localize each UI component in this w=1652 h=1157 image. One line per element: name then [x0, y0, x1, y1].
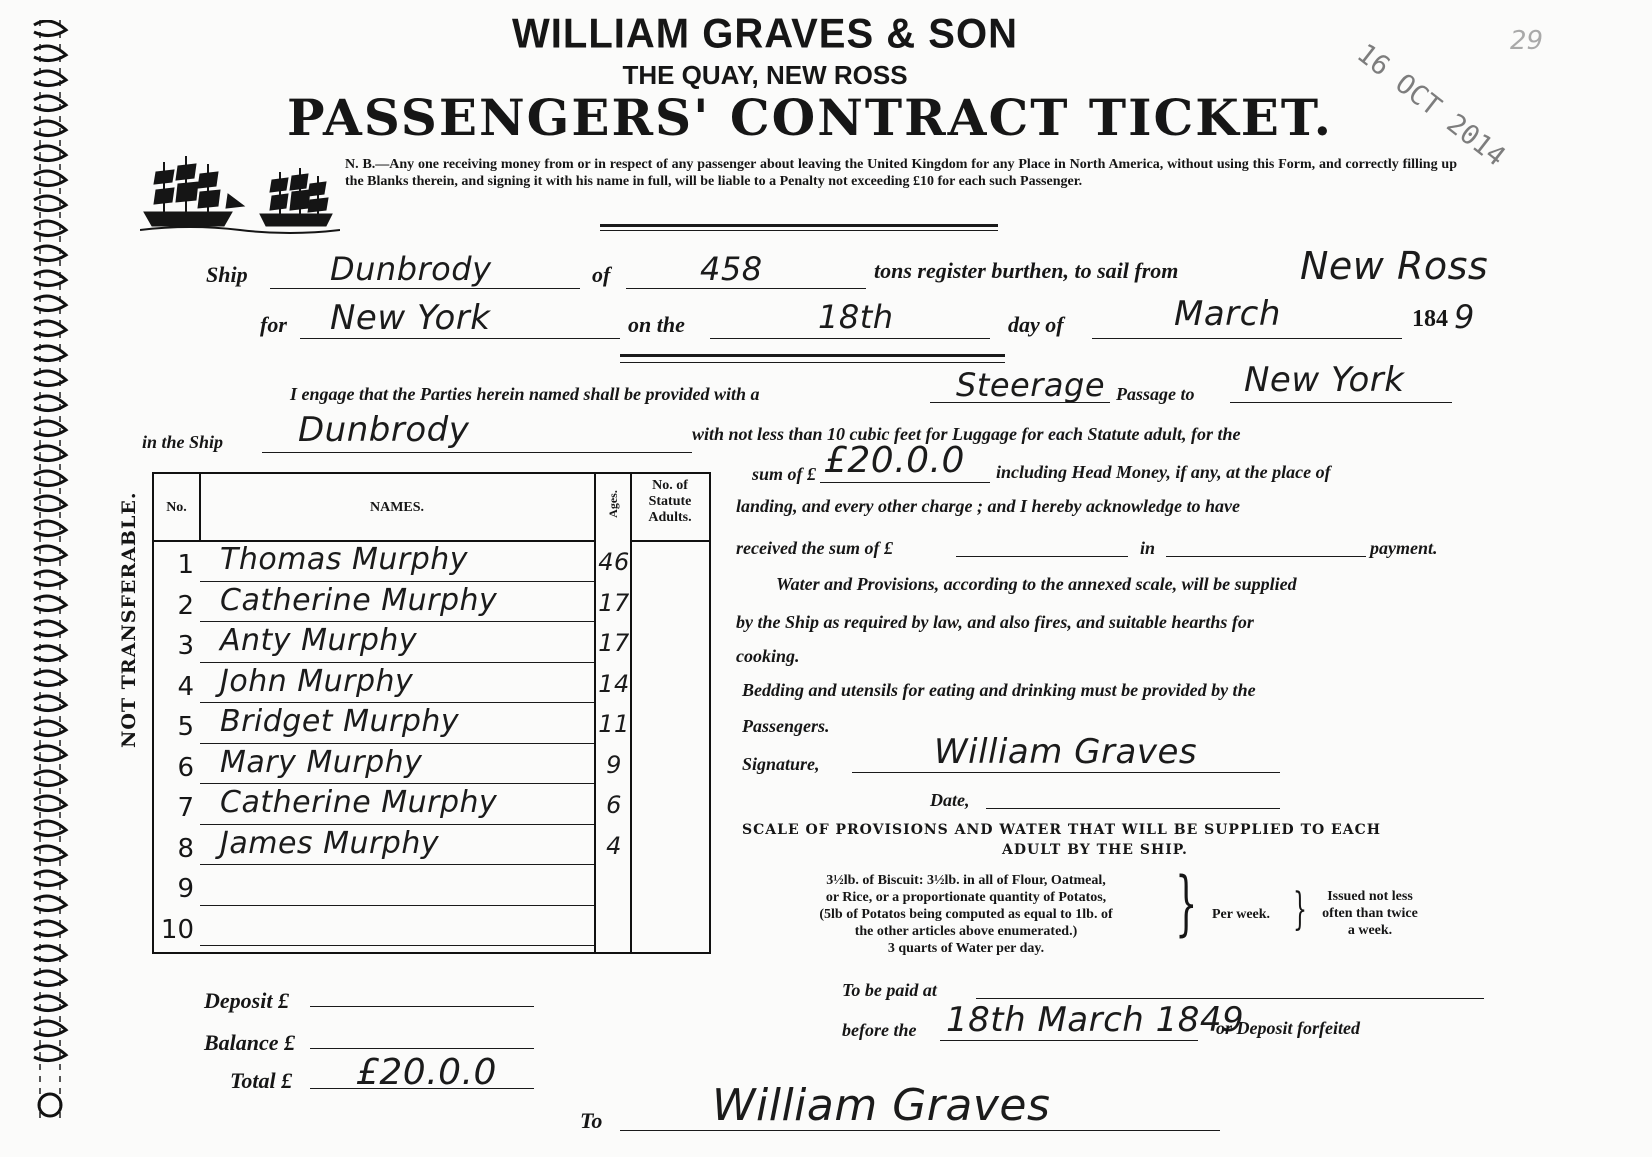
col-ages-header: Ages. — [606, 490, 620, 518]
tons-value: 458 — [700, 250, 763, 288]
ration-line-1: 3½lb. of Biscuit: 3½lb. in all of Flour, Oatmeal, — [826, 873, 1106, 888]
ticket-title: PASSENGERS' CONTRACT TICKET. — [286, 88, 1333, 147]
luggage-text: with not less than 10 cubic feet for Luggage for each Statute adult, for the — [692, 424, 1241, 444]
tons-field-line — [626, 288, 866, 289]
payment-label: payment. — [1370, 538, 1438, 558]
to-name: William Graves — [712, 1080, 1051, 1131]
row-number: 5 — [177, 712, 194, 742]
passenger-name: Catherine Murphy — [220, 582, 498, 618]
row-number: 7 — [177, 793, 194, 823]
row-number: 8 — [177, 833, 194, 864]
date-label: Date, — [930, 790, 970, 810]
ship-name: Dunbrody — [330, 250, 492, 288]
ration-line-5: 3 quarts of Water per day. — [887, 941, 1045, 956]
passenger-age: 17 — [598, 629, 630, 657]
passenger-table — [152, 472, 711, 954]
total-label: Total £ — [230, 1068, 293, 1093]
year-prefix: 184 — [1412, 306, 1448, 332]
sail-month: March — [1174, 294, 1281, 334]
in-ship-label: in the Ship — [142, 432, 224, 452]
ship-field-line — [270, 288, 580, 289]
passenger-name: Anty Murphy — [220, 623, 418, 658]
row-rule — [200, 581, 594, 582]
to-be-paid-label: To be paid at — [842, 980, 937, 1000]
passage-class: Steerage — [956, 366, 1105, 404]
water-text-1: Water and Provisions, according to the annexed scale, will be supplied — [776, 574, 1297, 594]
brace-left: } — [1175, 862, 1198, 944]
brace-right: } — [1293, 884, 1307, 935]
before-date: 18th March 1849 — [946, 1000, 1245, 1040]
received-line — [956, 556, 1128, 557]
deposit-label: Deposit £ — [204, 988, 289, 1013]
row-rule — [200, 743, 594, 744]
issued-frequency — [1300, 888, 1440, 939]
passenger-age: 46 — [598, 548, 630, 576]
agent-signature: William Graves — [934, 732, 1198, 772]
total-value: £20.0.0 — [356, 1052, 497, 1093]
in-ship-name: Dunbrody — [298, 410, 470, 450]
passenger-age: 14 — [598, 669, 630, 698]
firm-name: WILLIAM GRAVES & SON — [512, 10, 1018, 58]
passenger-age: 4 — [606, 831, 622, 860]
scale-heading-1: SCALE OF PROVISIONS AND WATER THAT WILL BE SUPPLIED TO EACH — [742, 822, 1381, 838]
passenger-age: 17 — [598, 588, 630, 617]
decorative-border-strip — [26, 20, 74, 1125]
col-no-header: No. — [166, 500, 187, 515]
firm-address: THE QUAY, NEW ROSS — [622, 60, 908, 90]
passage-to-label: Passage to — [1116, 384, 1195, 404]
row-number: 10 — [160, 914, 194, 945]
deposit-line — [310, 1006, 534, 1007]
tons-label: tons register burthen, to sail from — [874, 258, 1179, 283]
destination-port: New York — [330, 298, 491, 338]
balance-line — [310, 1048, 534, 1049]
divider — [620, 362, 1005, 363]
ration-line-2: or Rice, or a proportionate quantity of Potatos, — [825, 890, 1107, 905]
row-number: 4 — [177, 671, 194, 702]
water-text-2: by the Ship as required by law, and also fires, and suitable hearths for — [736, 612, 1254, 632]
signature-line — [852, 772, 1280, 773]
row-number: 6 — [177, 752, 194, 783]
row-number: 9 — [177, 874, 194, 904]
row-rule — [200, 864, 594, 865]
row-rule — [200, 702, 594, 703]
day-of-label: day of — [1008, 312, 1064, 337]
passenger-name: James Murphy — [220, 825, 440, 861]
signature-label: Signature, — [742, 754, 820, 774]
passenger-age: 9 — [606, 750, 622, 779]
scale-heading-2: ADULT BY THE SHIP. — [1002, 842, 1188, 858]
on-the-label: on the — [628, 312, 685, 337]
corner-pencil-mark: 29 — [1510, 26, 1544, 56]
year-digit: 9 — [1454, 298, 1475, 336]
water-text-3: cooking. — [736, 646, 800, 666]
row-rule — [200, 783, 594, 784]
ration-line-3: (5lb of Potatos being computed as equal to 1lb. of — [819, 907, 1113, 922]
per-week: Per week. — [1212, 907, 1271, 922]
destination-field-line — [300, 338, 620, 339]
row-number: 1 — [177, 550, 194, 580]
legal-notice: N. B.—Any one receiving money from or in respect of any passenger about leaving the United Kingdom for any Place in North America, without using this Form, and correctly filling up the Blanks therein, and signing it with his name in full, will be liable to a Penalty not exceeding £10 for each such Passenger. — [345, 157, 1457, 189]
sum-label: sum of £ — [752, 464, 817, 484]
row-number: 2 — [177, 590, 194, 621]
scale-rations — [766, 872, 1166, 957]
forfeit-label: or Deposit forfeited — [1216, 1018, 1360, 1038]
passenger-age: 6 — [606, 791, 622, 819]
of-label: of — [592, 262, 611, 287]
row-rule — [200, 824, 594, 825]
date-line — [986, 808, 1280, 809]
col-names-header: NAMES. — [369, 500, 425, 515]
head-money-text: including Head Money, if any, at the place of — [996, 462, 1331, 482]
passenger-age: 11 — [598, 710, 630, 738]
issued-line-3: a week. — [1347, 923, 1393, 938]
passenger-name: John Murphy — [220, 663, 414, 699]
sum-value: £20.0.0 — [824, 440, 965, 481]
received-label: received the sum of £ — [736, 538, 893, 558]
in-ship-line — [262, 452, 692, 453]
sail-from-port: New Ross — [1300, 244, 1489, 288]
row-rule — [200, 945, 594, 946]
engagement-intro: I engage that the Parties herein named shall be provided with a — [290, 384, 760, 404]
issued-line-1: Issued not less — [1327, 889, 1413, 904]
sail-day: 18th — [818, 298, 894, 336]
row-rule — [200, 905, 594, 906]
table-divider — [630, 540, 709, 542]
in-line — [1166, 556, 1366, 557]
not-transferable-label: NOT TRANSFERABLE. — [118, 491, 140, 748]
row-rule — [200, 621, 594, 622]
passage-to-port: New York — [1244, 360, 1405, 400]
for-label: for — [260, 312, 287, 337]
col-adults-header: No. of Statute Adults. — [648, 478, 692, 525]
passage-to-line — [1230, 402, 1452, 403]
to-be-paid-line — [976, 998, 1484, 999]
sailing-ships-illustration — [140, 150, 340, 236]
ration-line-4: the other articles above enumerated.) — [854, 924, 1078, 939]
landing-text: landing, and every other charge ; and I hereby acknowledge to have — [736, 496, 1240, 516]
received-date-stamp: 16 OCT 2014 — [1350, 38, 1511, 173]
in-label: in — [1140, 538, 1156, 558]
passenger-name: Bridget Murphy — [220, 704, 460, 739]
divider — [620, 354, 1005, 357]
bedding-text-2: Passengers. — [742, 716, 830, 736]
sum-line — [820, 482, 990, 483]
before-date-line — [940, 1040, 1198, 1041]
divider — [600, 230, 998, 231]
bedding-text-1: Bedding and utensils for eating and drinking must be provided by the — [742, 680, 1256, 700]
balance-label: Balance £ — [204, 1030, 296, 1055]
row-number: 3 — [177, 631, 194, 661]
before-the-label: before the — [842, 1020, 917, 1040]
month-field-line — [1092, 338, 1402, 339]
ship-label: Ship — [206, 262, 248, 287]
day-field-line — [710, 338, 990, 339]
row-rule — [200, 662, 594, 663]
passenger-name: Thomas Murphy — [220, 542, 469, 577]
passenger-name: Catherine Murphy — [220, 785, 498, 820]
to-label: To — [580, 1108, 603, 1133]
passenger-name: Mary Murphy — [220, 744, 423, 780]
divider — [600, 224, 998, 227]
issued-line-2: often than twice — [1322, 906, 1418, 921]
